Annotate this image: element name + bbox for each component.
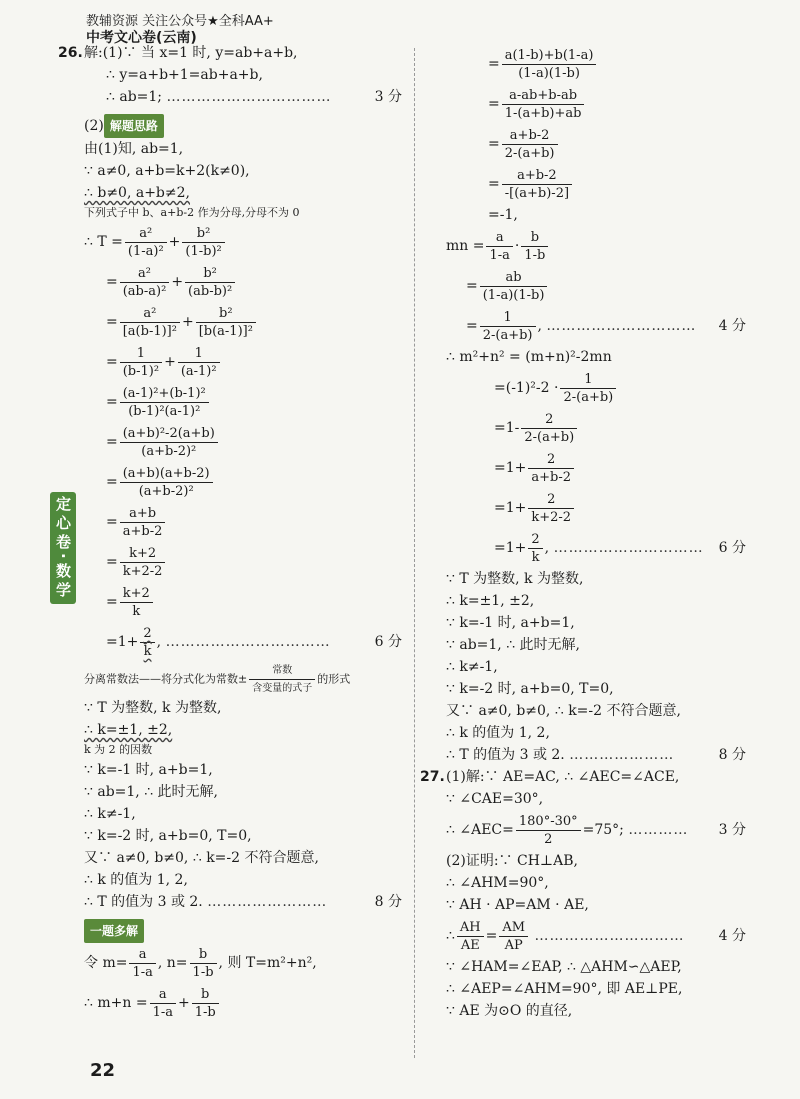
right-column: = $\frac{a(1-b)+b(1-a)}{(1-a)(1-b)}$ = $\frac{a-ab+b-ab}{1-(a+b)+ab}$ = $\frac{a+b-2}{2-(a+b)}$ = $\frac{a+b-2}{-[(a+b)-2]}$ =-1, mn = $\frac{a}{1-a}$ · $\frac{b}{1-b}$ = $\frac{ab}{(1-a)(1-b)}$ = $\frac{1}{2-(a+b)}$ , ………………………… 4 分 ∴ m²+n² = (m+n)²-2mn =(-1)²-2 · $\frac{1}{2-(a+b)}$ =1- $\frac{2}{2-(a+b)}$ =1+ $\frac{2}{a+b-2}$ =1+ $\frac{2}{k+2-2}$ =1+ $\frac{2}{k}$ , ………………………… 6 分 ∵ T 为整数, k 为整数, ∴ k=±1, ±2, ∵ k=-1 时, a+b=1, ∵ ab=1, ∴ 此时无解, ∴ k≠-1, ∵ k=-2 时, a+b=0, T=0, 又∵ a≠0, b≠0, ∴ k=-2 不符合题意, ∴ k 的值为 1, 2, ∴ T 的值为 3 或 2. ………………… 8 分 27. (1)解:∵ AE=AC, ∴ ∠AEC=∠ACE, ∵ ∠CAE=30°, ∴ ∠AEC= $\frac{180^\circ-30^\circ}{2}$ =75°; ………… 3 分 (2)证明:∵ CH⊥AB, ∴ ∠AHM=90°, ∵ AH · AP=AM · AE, ∴ $\frac{AH}{AE}$ = $\frac{AM}{AP}$ ………………………… 4 分 ∵ ∠HAM=∠EAP, ∴ △AHM∽△AEP, ∴ ∠AEP=∠AHM=90°, 即 AE⊥PE, ∵ AE 为⊙O 的直径, xyxy=(446,44,746,1022)
text-line: ∵ T 为整数, k 为整数, xyxy=(84,700,222,716)
text-line: 由(1)知, ab=1, xyxy=(84,141,184,157)
text-line: ∴ y=a+b+1=ab+a+b, xyxy=(106,67,263,83)
score-mark: 3 分 xyxy=(374,89,402,105)
fraction: $\frac{2}{a+b-2}$ xyxy=(528,451,574,486)
text-line: ∵ T 为整数, k 为整数, xyxy=(446,571,584,587)
fraction: $\frac{\text{a²}}{\text{(1-a)²}}$ xyxy=(125,225,167,260)
score-mark: 3 分 xyxy=(718,822,746,838)
fraction: $\frac{1}{2-(a+b)}$ xyxy=(480,309,536,344)
text-line: ∵ k=-2 时, a+b=0, T=0, xyxy=(84,828,252,844)
score-mark: 6 分 xyxy=(374,634,402,650)
text-line: =-1, xyxy=(488,207,518,223)
leader-dots: ………………… xyxy=(569,747,675,763)
leader-dots: …………………… xyxy=(207,894,328,910)
fraction: $\frac{a-ab+b-ab}{1-(a+b)+ab}$ xyxy=(502,87,585,122)
text-line: ∴ k=±1, ±2, xyxy=(84,722,173,738)
leader-dots: ………………………… xyxy=(534,928,685,944)
leader-dots: …………………………… xyxy=(165,634,331,650)
header-title: 中考文心卷(云南) xyxy=(86,30,197,46)
fraction: $\frac{k+2}{k}$ xyxy=(120,585,153,620)
fraction: $\frac{k+2}{k+2-2}$ xyxy=(120,545,166,580)
text-line: ∴ m²+n² = (m+n)²-2mn xyxy=(446,349,612,365)
fraction: $\frac{a+b-2}{2-(a+b)}$ xyxy=(502,127,558,162)
text-line: ∵ k=-2 时, a+b=0, T=0, xyxy=(446,681,614,697)
fraction: $\frac{1}{\text{(b-1)²}}$ xyxy=(120,345,162,380)
header-top: 教辅资源 关注公众号★全科AA+ xyxy=(86,14,274,29)
text-line: ∴ ∠AEP=∠AHM=90°, 即 AE⊥PE, xyxy=(446,981,683,997)
text-line: ∴ k 的值为 1, 2, xyxy=(446,725,550,741)
fraction: $\frac{AM}{AP}$ xyxy=(499,919,528,954)
annotation-note: 的形式 xyxy=(317,672,351,686)
leader-dots: …………………………… xyxy=(166,89,332,105)
score-mark: 4 分 xyxy=(718,928,746,944)
fraction: $\frac{a+b}{a+b-2}$ xyxy=(120,505,166,540)
annotation-note: k 为 2 的因数 xyxy=(84,743,153,756)
part-label: (2) xyxy=(84,118,104,134)
fraction: $\frac{\text{常数}}{\text{含变量的式子}}$ xyxy=(249,662,315,697)
column-divider xyxy=(414,48,415,1058)
score-mark: 4 分 xyxy=(718,318,746,334)
fraction: $\frac{a+b-2}{-[(a+b)-2]}$ xyxy=(502,167,572,202)
fraction: $\frac{2}{k+2-2}$ xyxy=(528,491,574,526)
annotation-note: 分离常数法——将分式化为常数± xyxy=(84,672,248,686)
text-line: ∵ ab=1, ∴ 此时无解, xyxy=(84,784,219,800)
left-column: 26. 解:(1)∵ 当 x=1 时, y=ab+a+b, ∴ y=a+b+1=ab+a+b, ∴ ab=1; …………………………… 3 分 (2) 解题思路 由(1)知, ab=1, ∵ a≠0, a+b=k+2(k≠0), ∴ b≠0, a+b≠2, 下列式子中 b、a+b-2 作为分母,分母不为 0 ∴ T = $\frac{\text{a²}}{\text{(1-a)²}}$ + $\frac{\text{b²}}{\text{(1-b)²}}$ = $\frac{\text{a²}}{\text{(ab-a)²}}$ + $\frac{\text{b²}}{\text{(ab-b)²}}$ = $\frac{\text{a²}}{\text{[a(b-1)]²}}$ + $\frac{\text{b²}}{\text{[b(a-1)]²}}$ = $\frac{1}{\text{(b-1)²}}$ + $\frac{1}{\text{(a-1)²}}$ = $\frac{\text{(a-1)²+(b-1)²}}{\text{(b-1)²(a-1)²}}$ = $\frac{\text{(a+b)²-2(a+b)}}{\text{(a+b-2)²}}$ = $\frac{(a+b)(a+b-2)}{\text{(a+b-2)²}}$ = $\frac{a+b}{a+b-2}$ = $\frac{k+2}{k+2-2}$ = $\frac{k+2}{k}$ =1+ $\frac{2}{k}$ , …………………………… 6 分 分离常数法——将分式化为常数± $\frac{\text{常数}}{\text{含变量的式子}}$ 的形式 ∵ T 为整数, k 为整数, ∴ k=±1, ±2, k 为 2 的因数 ∵ k=-1 时, a+b=1, ∵ ab=1, ∴ 此时无解, ∴ k≠-1, ∵ k=-2 时, a+b=0, T=0, 又∵ a≠0, b≠0, ∴ k=-2 不符合题意, ∴ k 的值为 1, 2, ∴ T 的值为 3 或 2. …………………… 8 分 一题多解 令 m= $\frac{a}{1-a}$ , n= $\frac{b}{1-b}$ , 则 T=m²+n², ∴ m+n = $\frac{a}{1-a}$ + $\frac{b}{1-b}$ xyxy=(84,42,402,1023)
fraction: $\frac{(a+b)(a+b-2)}{\text{(a+b-2)²}}$ xyxy=(120,465,213,500)
fraction: $\frac{\text{b²}}{\text{[b(a-1)]²}}$ xyxy=(196,305,256,340)
fraction: $\frac{ab}{(1-a)(1-b)}$ xyxy=(480,269,548,304)
fraction: $\frac{\text{b²}}{\text{(ab-b)²}}$ xyxy=(185,265,235,300)
text-line: (1)解:∵ AE=AC, ∴ ∠AEC=∠ACE, xyxy=(446,769,680,785)
text-line: ∴ k=±1, ±2, xyxy=(446,593,535,609)
annotation-note: 下列式子中 b、a+b-2 作为分母,分母不为 0 xyxy=(84,206,300,219)
text-line: ∴ k 的值为 1, 2, xyxy=(84,872,188,888)
text-line: ∴ k≠-1, xyxy=(84,806,136,822)
text-line: ∵ k=-1 时, a+b=1, xyxy=(84,762,213,778)
text-line: ∴ k≠-1, xyxy=(446,659,498,675)
text-line: ∵ AE 为⊙O 的直径, xyxy=(446,1003,573,1019)
text-line: ∴ T 的值为 3 或 2. xyxy=(84,894,203,910)
leader-dots: ………………………… xyxy=(546,318,697,334)
fraction: $\frac{a}{1-a}$ xyxy=(486,229,512,264)
text-line: ∵ AH · AP=AM · AE, xyxy=(446,897,589,913)
side-tab: 定心卷·数学 xyxy=(50,492,76,604)
fraction: $\frac{\text{(a-1)²+(b-1)²}}{\text{(b-1)²(a-1)²}}$ xyxy=(120,385,209,420)
text-line: ∴ T 的值为 3 或 2. xyxy=(446,747,565,763)
text-line: ∴ ∠AHM=90°, xyxy=(446,875,549,891)
text-line: (2)证明:∵ CH⊥AB, xyxy=(446,853,578,869)
text-line: 又∵ a≠0, b≠0, ∴ k=-2 不符合题意, xyxy=(84,850,319,866)
tag-multiple-solutions: 一题多解 xyxy=(84,919,144,943)
fraction: $\frac{2}{k}$ xyxy=(528,531,542,566)
fraction: $\frac{\text{a²}}{\text{(ab-a)²}}$ xyxy=(120,265,170,300)
text-line: ∵ ∠HAM=∠EAP, ∴ △AHM∽△AEP, xyxy=(446,959,682,975)
fraction: $\frac{a(1-b)+b(1-a)}{(1-a)(1-b)}$ xyxy=(502,47,597,82)
fraction: $\frac{\text{b²}}{\text{(1-b)²}}$ xyxy=(182,225,224,260)
fraction: $\frac{b}{1-b}$ xyxy=(190,946,217,981)
fraction: $\frac{1}{2-(a+b)}$ xyxy=(560,371,616,406)
question-26-number: 26. xyxy=(58,45,83,61)
text-line: 解:(1)∵ 当 x=1 时, y=ab+a+b, xyxy=(84,45,298,61)
score-mark: 8 分 xyxy=(718,747,746,763)
fraction: $\frac{b}{1-b}$ xyxy=(521,229,548,264)
fraction: $\frac{2}{2-(a+b)}$ xyxy=(521,411,577,446)
page-number: 22 xyxy=(90,1060,116,1081)
leader-dots: ………… xyxy=(628,822,689,838)
question-27-number: 27. xyxy=(420,769,445,785)
fraction: $\frac{\text{(a+b)²-2(a+b)}}{\text{(a+b-2)²}}$ xyxy=(120,425,218,460)
text-line: ∵ a≠0, a+b=k+2(k≠0), xyxy=(84,163,250,179)
fraction: $\frac{AH}{AE}$ xyxy=(457,919,484,954)
fraction: $\frac{b}{1-b}$ xyxy=(192,986,219,1021)
text-line: ∵ ∠CAE=30°, xyxy=(446,791,544,807)
leader-dots: ………………………… xyxy=(553,540,704,556)
fraction: $\frac{a}{1-a}$ xyxy=(150,986,176,1021)
text-line: ∴ ab=1; xyxy=(106,89,163,105)
text-line: ∴ b≠0, a+b≠2, xyxy=(84,185,190,201)
tag-solution-hint: 解题思路 xyxy=(104,114,164,138)
fraction: $\frac{\text{a²}}{\text{[a(b-1)]²}}$ xyxy=(120,305,180,340)
fraction: $\frac{a}{1-a}$ xyxy=(129,946,155,981)
text-line: 又∵ a≠0, b≠0, ∴ k=-2 不符合题意, xyxy=(446,703,681,719)
text-line: ∵ ab=1, ∴ 此时无解, xyxy=(446,637,581,653)
fraction: $\frac{180^\circ-30^\circ}{2}$ xyxy=(516,813,581,848)
text-line: ∵ k=-1 时, a+b=1, xyxy=(446,615,575,631)
fraction: $\frac{2}{k}$ xyxy=(140,625,154,660)
text-line: ∴ T = xyxy=(84,234,123,250)
score-mark: 6 分 xyxy=(718,540,746,556)
score-mark: 8 分 xyxy=(374,894,402,910)
fraction: $\frac{1}{\text{(a-1)²}}$ xyxy=(178,345,220,380)
